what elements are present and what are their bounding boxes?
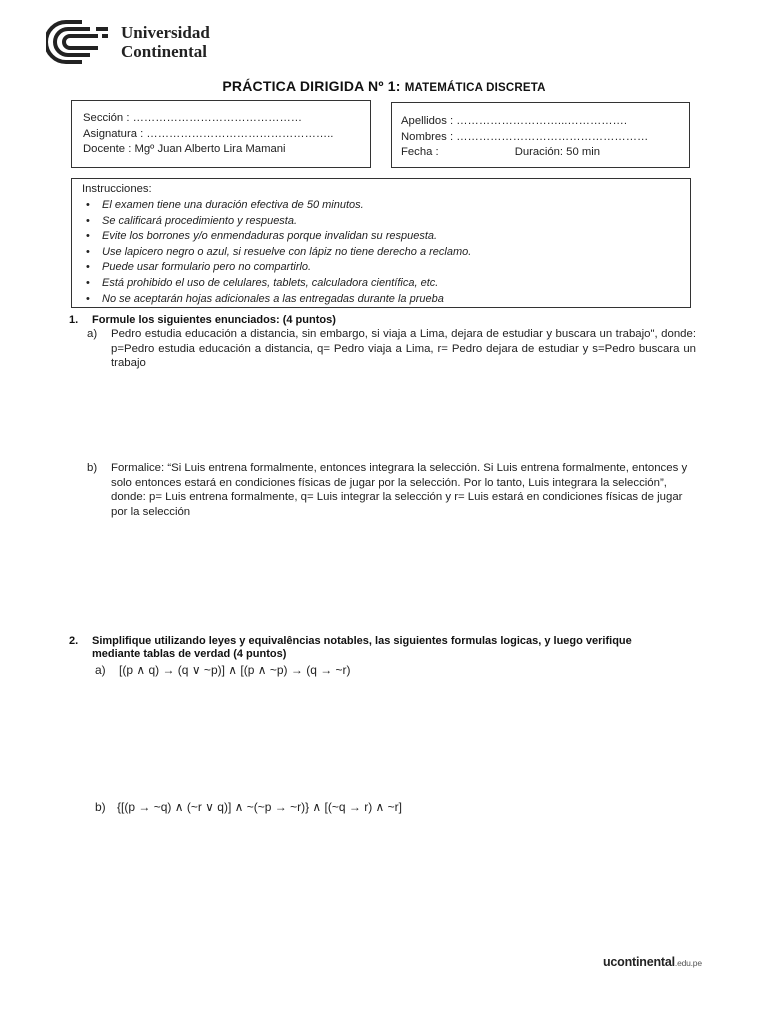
bullet-icon: • [86, 245, 90, 258]
course-info-box [71, 100, 371, 168]
fecha-field[interactable]: Fecha : [401, 146, 439, 158]
question-2b-formula: {[(p → ~q) ∧ (~r ∨ q)] ∧ ~(~p → ~r)} ∧ [(~q → r) ∧ ~r] [117, 800, 403, 814]
university-name-line2: Continental [121, 42, 207, 61]
instruction-item [86, 229, 471, 245]
question-2-heading [69, 635, 689, 663]
instruction-item [86, 276, 471, 292]
instruction-item [86, 198, 471, 214]
instruction-text: Está prohibido el uso de celulares, tablets, calculadora científica, etc. [102, 276, 439, 289]
footer-brand-name: ucontinental [603, 955, 675, 969]
instruction-item [86, 292, 471, 308]
question-2a-formula: [(p ∧ q) → (q ∨ ~p)] ∧ [(p ∧ ~p) → (q → ~r) [119, 663, 351, 677]
docente-field: Docente : Mgº Juan Alberto Lira Mamani [83, 143, 286, 155]
question-1-text: Formule los siguientes enunciados: (4 puntos) [92, 314, 336, 326]
asignatura-field[interactable]: Asignatura : ………………………………………….. [83, 127, 334, 140]
nombres-field[interactable]: Nombres : …………………………………………… [401, 130, 649, 143]
instructions-box [71, 178, 691, 308]
university-name [121, 23, 210, 61]
university-logo-icon [46, 19, 112, 65]
fecha-row [401, 145, 648, 161]
instruction-item [86, 245, 471, 261]
question-1b-text: Formalice: “Si Luis entrena formalmente, entonces integrara la selección. Si Luis entrena formalmente, entonces y solo entonces estará en condiciones físicas de jugar por la selección. Por lo tanto, Luis integrara la selección”, donde: p= Luis entrena formalmente, q= Luis integrar la selección y r= Luis estará en condiciones físicas de jugar por la selección [111, 462, 688, 518]
footer-brand-domain: .edu.pe [674, 958, 702, 968]
instruction-text: Evite los borrones y/o enmendaduras porque invalidan su respuesta. [102, 230, 438, 243]
question-2-text: Simplifique utilizando leyes y equivalências notables, las siguientes formulas logicas, y luego verifique mediante tablas de verdad (4 puntos) [92, 635, 632, 660]
bullet-icon: • [86, 199, 90, 211]
page-title [0, 78, 768, 94]
instruction-text: No se aceptarán hojas adicionales a las entregadas durante la prueba [102, 292, 444, 305]
instruction-text: Se calificará procedimiento y respuesta. [102, 214, 298, 227]
bullet-icon: • [86, 292, 90, 305]
question-1b-label: b) [87, 462, 98, 474]
question-1-heading [69, 314, 689, 328]
bullet-icon: • [86, 261, 90, 274]
apellidos-field[interactable]: Apellidos : ………………………...……………. [401, 115, 627, 127]
question-1a-label: a) [87, 328, 98, 340]
question-2a-label: a) [95, 663, 106, 677]
instruction-item [86, 260, 471, 276]
question-2b [95, 800, 402, 814]
question-2-number: 2. [69, 635, 79, 647]
footer-brand [603, 955, 702, 969]
exam-subject: MATEMÁTICA DISCRETA [404, 82, 546, 94]
instructions-list [86, 198, 471, 307]
question-1b [87, 461, 697, 521]
exam-title: PRÁCTICA DIRIGIDA Nº 1: [222, 78, 401, 94]
instruction-text: El examen tiene una duración efectiva de 50 minutos. [102, 199, 364, 211]
question-1a-text: Pedro estudia educación a distancia, sin embargo, si viaja a Lima, dejara de estudiar y buscara un trabajo", donde: p=Pedro estudia educación a distancia, q= Pedro viaja a Lima, r= Pedro dejara de estudiar y s=Pedro buscara un trabajo [111, 328, 696, 370]
instructions-title: Instrucciones: [82, 183, 152, 195]
student-info-box [391, 102, 690, 168]
instruction-text: Use lapicero negro o azul, si resuelve con lápiz no tiene derecho a reclamo. [102, 245, 472, 258]
instruction-text: Puede usar formulario pero no compartirlo. [102, 261, 312, 274]
bullet-icon: • [86, 214, 90, 227]
question-1a [87, 327, 697, 372]
instruction-item [86, 214, 471, 230]
bullet-icon: • [86, 230, 90, 243]
university-name-line1: Universidad [121, 23, 210, 42]
duracion-label: Duración: 50 min [514, 146, 601, 158]
question-2b-label: b) [95, 800, 106, 814]
seccion-field[interactable]: Sección : ……………………………………… [83, 112, 303, 124]
question-2a [95, 663, 351, 677]
question-1-number: 1. [69, 314, 79, 326]
bullet-icon: • [86, 276, 90, 289]
